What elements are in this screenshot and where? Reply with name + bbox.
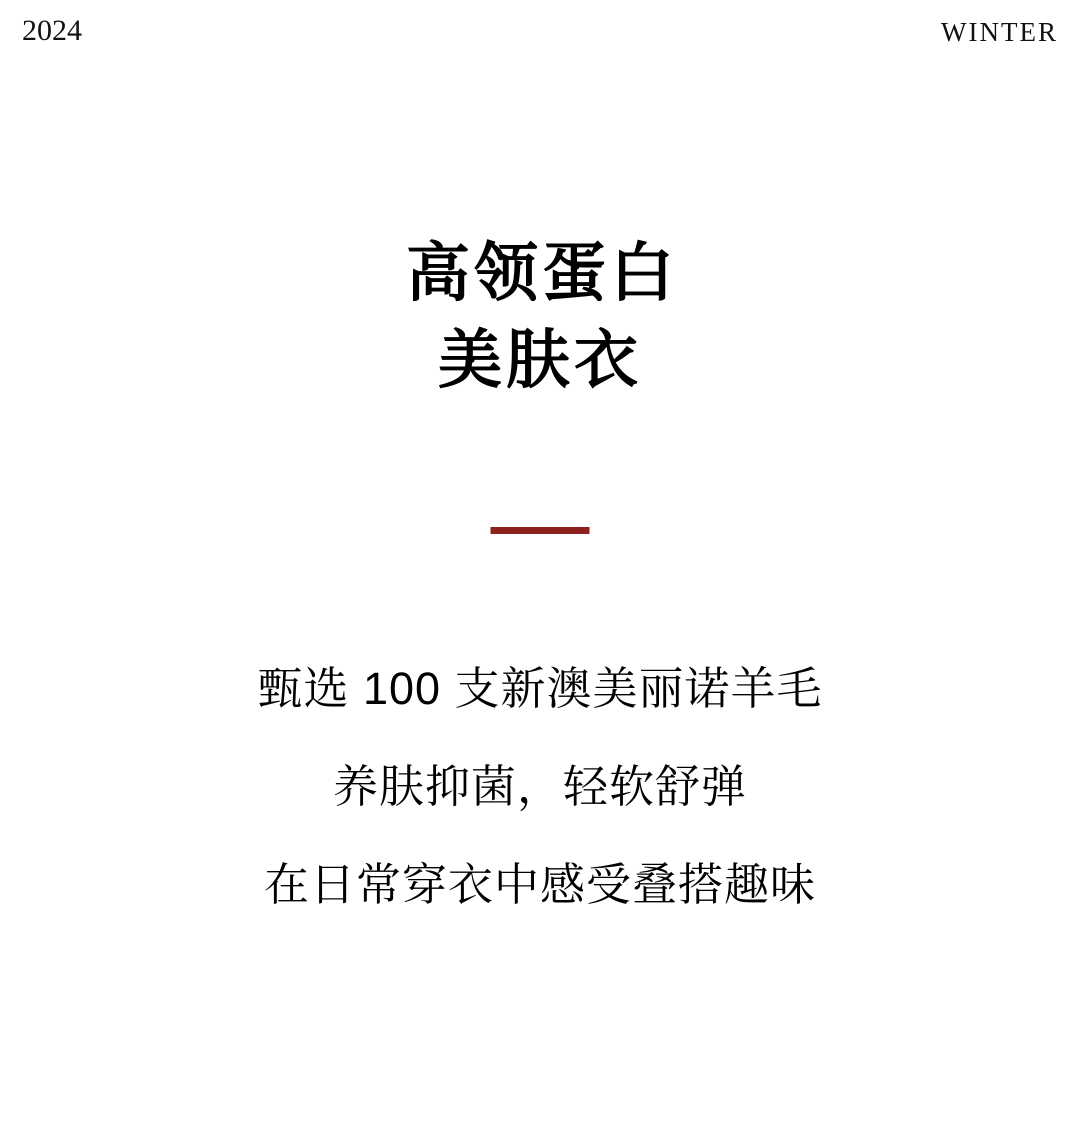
page-title-line-1: 高领蛋白: [406, 237, 678, 309]
body-line-2: 养肤抑菌，轻软舒弹: [332, 761, 747, 812]
header-year: 2024: [22, 14, 82, 47]
body-copy: [0, 640, 1080, 934]
page-title-line-2: 美肤衣: [438, 324, 642, 396]
page-title: [0, 230, 1080, 404]
body-line-1: 甄选 100 支新澳美丽诺羊毛: [257, 663, 823, 714]
header-season: WINTER: [941, 17, 1058, 47]
accent-divider-bar: [491, 527, 590, 534]
body-line-3: 在日常穿衣中感受叠搭趣味: [263, 859, 816, 910]
